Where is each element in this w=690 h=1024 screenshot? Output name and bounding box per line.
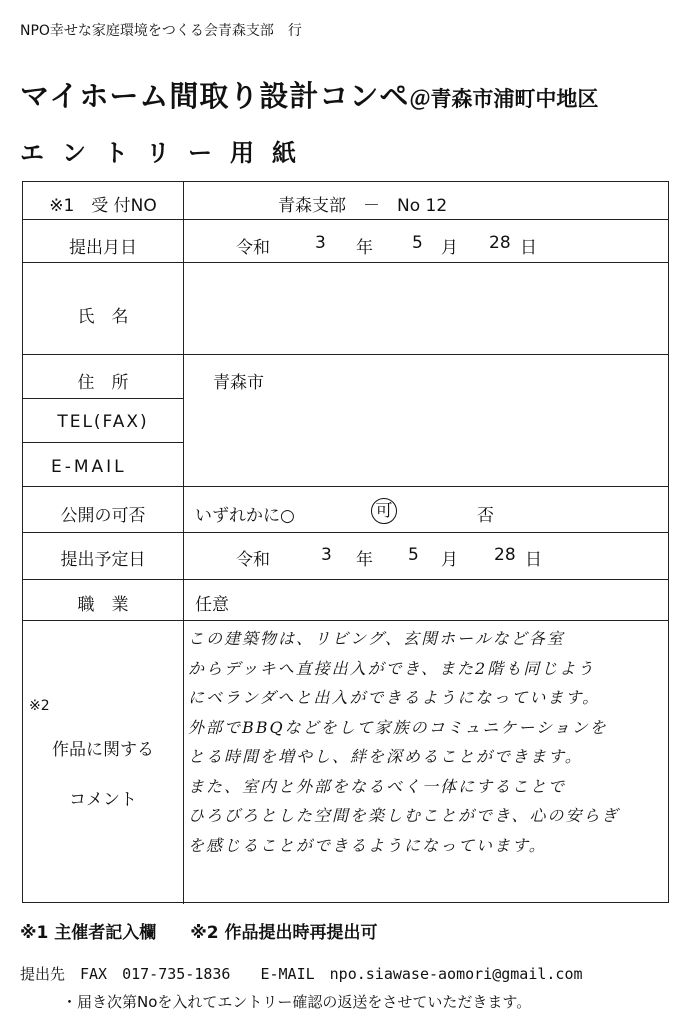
selected-circle-mark: 可 — [371, 498, 397, 524]
addressee: NPO幸せな家庭環境をつくる会青森支部 行 — [20, 23, 302, 39]
row-divider — [23, 442, 183, 443]
reception-number-label: ※1 受 付NO — [49, 196, 157, 216]
address-label: 住 所 — [77, 373, 129, 393]
confirmation-note: ・届き次第Noを入れてエントリー確認の返送をさせていただきます。 — [62, 993, 532, 1011]
planned-date-month-unit: 月 — [441, 550, 458, 570]
submit-date-label: 提出月日 — [69, 238, 137, 258]
planned-date-label: 提出予定日 — [60, 550, 146, 570]
comment-label-line1: 作品に関する — [52, 740, 154, 760]
row-divider — [23, 579, 668, 580]
row-divider — [23, 532, 668, 533]
publicity-allow-option[interactable] — [371, 498, 397, 524]
row-divider — [23, 262, 668, 263]
submit-date-month-unit: 月 — [441, 238, 458, 258]
planned-date-day[interactable]: 28 — [494, 545, 516, 565]
tel-fax-label: TEL(FAX) — [57, 412, 149, 432]
form-subtitle: エントリー用紙 — [20, 139, 314, 167]
planned-date-year[interactable]: 3 — [321, 545, 332, 565]
column-divider — [183, 182, 184, 904]
title-main: マイホーム間取り設計コンペ — [20, 79, 410, 113]
planned-date-year-unit: 年 — [356, 550, 373, 570]
submit-date-year[interactable]: 3 — [315, 233, 326, 253]
publicity-label: 公開の可否 — [60, 506, 146, 526]
address-value[interactable]: 青森市 — [213, 373, 264, 393]
footnotes: ※1 主催者記入欄 ※2 作品提出時再提出可 — [20, 923, 378, 943]
submit-date-month[interactable]: 5 — [412, 233, 423, 253]
submit-date-day-unit: 日 — [520, 238, 537, 258]
name-label: 氏 名 — [77, 307, 129, 327]
submit-date-year-unit: 年 — [356, 238, 373, 258]
email-label: E-MAIL — [51, 457, 127, 477]
row-divider — [23, 354, 668, 355]
reception-number-value[interactable]: 青森支部 － No 12 — [278, 196, 448, 216]
occupation-value[interactable]: 任意 — [195, 595, 229, 615]
title-location: ＠青森市浦町中地区 — [409, 87, 599, 111]
publicity-deny-option[interactable]: 否 — [477, 506, 494, 526]
planned-date-month[interactable]: 5 — [408, 545, 419, 565]
planned-date-day-unit: 日 — [525, 550, 542, 570]
occupation-label: 職 業 — [77, 595, 129, 615]
row-divider — [23, 486, 668, 487]
submit-date-era: 令和 — [236, 238, 270, 258]
submission-contact: 提出先 FAX 017-735-1836 E-MAIL npo.siawase-aomori@gmail.com — [20, 965, 583, 983]
row-divider — [23, 219, 668, 220]
comment-label-line2: コメント — [69, 790, 137, 810]
publicity-prompt: いずれかに○ — [195, 506, 295, 526]
page-title — [20, 74, 598, 115]
planned-date-era: 令和 — [236, 550, 270, 570]
submit-date-day[interactable]: 28 — [489, 233, 511, 253]
row-divider — [23, 620, 668, 621]
comment-handwritten-text[interactable]: この建築物は、リビング、玄関ホールなど各室 からデッキへ直接出入ができ、また2階も同じよう にベランダへと出入ができるようになっています。 外部でBBQなどをして家族のコミュニケーションを とる時間を増やし、絆を深めることができます。 また、室内と外部をなるべく一体にすることで ひろびろとした空間を楽しむことができ、心の安らぎ を感じることができるようになっています。 — [188, 629, 620, 855]
row-divider — [23, 398, 183, 399]
comment-note-mark: ※2 — [29, 698, 50, 714]
